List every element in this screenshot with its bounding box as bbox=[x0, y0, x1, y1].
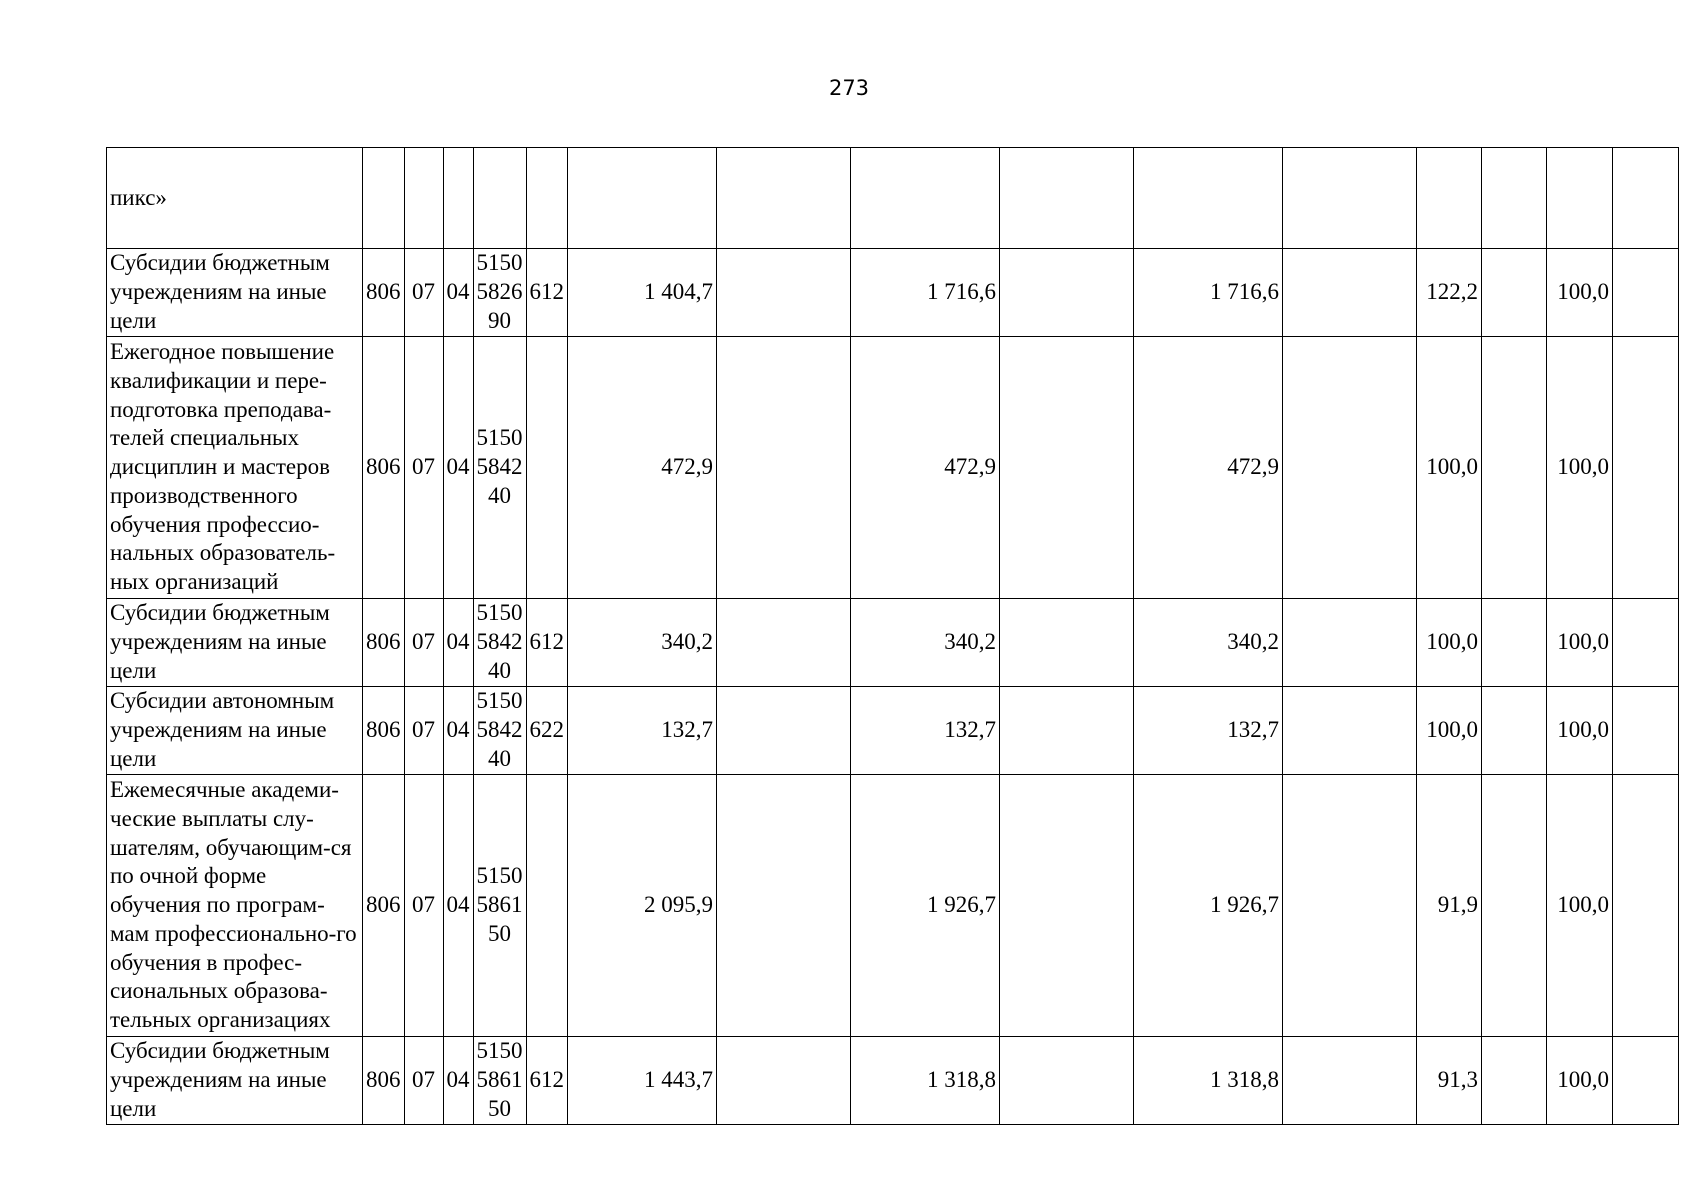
value-2-cell: 1 716,6 bbox=[851, 249, 1000, 337]
section-code-cell: 07 bbox=[404, 249, 443, 337]
percent-1-cell bbox=[1417, 148, 1482, 249]
target-article-cell: 5150584240 bbox=[473, 599, 526, 687]
empty-cell bbox=[717, 148, 851, 249]
empty-cell bbox=[1613, 687, 1679, 775]
empty-cell bbox=[717, 337, 851, 599]
subsection-code-cell: 04 bbox=[443, 775, 473, 1037]
percent-1-cell: 91,3 bbox=[1417, 1037, 1482, 1125]
row-name-cell: Ежегодное повышение квалификации и пере-подготовка преподава-телей специальных дисциплин и мастеров производственного обучения профессио-нальных образователь-ных организаций bbox=[107, 337, 363, 599]
empty-cell bbox=[1000, 775, 1134, 1037]
section-code-cell: 07 bbox=[404, 1037, 443, 1125]
row-name-cell: пикс» bbox=[107, 148, 363, 249]
expense-type-cell bbox=[526, 337, 568, 599]
table-row bbox=[107, 148, 1679, 249]
empty-cell bbox=[717, 775, 851, 1037]
empty-cell bbox=[1613, 337, 1679, 599]
subsection-code-cell: 04 bbox=[443, 687, 473, 775]
expense-type-cell: 612 bbox=[526, 599, 568, 687]
subsection-code-cell bbox=[443, 148, 473, 249]
section-code-cell: 07 bbox=[404, 775, 443, 1037]
empty-cell bbox=[1482, 1037, 1547, 1125]
ved-code-cell: 806 bbox=[363, 1037, 405, 1125]
row-name-cell: Ежемесячные академи-ческие выплаты слу-шателям, обучающим-ся по очной форме обучения по програм-мам профессионально-го обучения в профес-сиональных образова-тельных организациях bbox=[107, 775, 363, 1037]
expense-type-cell: 612 bbox=[526, 1037, 568, 1125]
empty-cell bbox=[1283, 148, 1417, 249]
value-3-cell: 472,9 bbox=[1134, 337, 1283, 599]
row-name-cell: Субсидии бюджетным учреждениям на иные цели bbox=[107, 249, 363, 337]
section-code-cell: 07 bbox=[404, 337, 443, 599]
ved-code-cell bbox=[363, 148, 405, 249]
empty-cell bbox=[1482, 249, 1547, 337]
table-row bbox=[107, 337, 1679, 599]
empty-cell bbox=[1283, 1037, 1417, 1125]
percent-2-cell: 100,0 bbox=[1547, 337, 1613, 599]
value-2-cell: 472,9 bbox=[851, 337, 1000, 599]
budget-table bbox=[106, 147, 1679, 1125]
percent-1-cell: 91,9 bbox=[1417, 775, 1482, 1037]
value-2-cell: 340,2 bbox=[851, 599, 1000, 687]
empty-cell bbox=[1613, 599, 1679, 687]
percent-1-cell: 100,0 bbox=[1417, 337, 1482, 599]
value-3-cell: 1 926,7 bbox=[1134, 775, 1283, 1037]
page-number: 273 bbox=[828, 76, 870, 100]
empty-cell bbox=[1000, 337, 1134, 599]
section-code-cell bbox=[404, 148, 443, 249]
row-name-cell: Субсидии бюджетным учреждениям на иные цели bbox=[107, 599, 363, 687]
target-article-cell: 5150586150 bbox=[473, 1037, 526, 1125]
value-1-cell: 472,9 bbox=[568, 337, 717, 599]
empty-cell bbox=[1482, 148, 1547, 249]
expense-type-cell: 612 bbox=[526, 249, 568, 337]
empty-cell bbox=[1283, 687, 1417, 775]
value-2-cell: 1 926,7 bbox=[851, 775, 1000, 1037]
empty-cell bbox=[1482, 337, 1547, 599]
expense-type-cell bbox=[526, 775, 568, 1037]
value-1-cell: 1 443,7 bbox=[568, 1037, 717, 1125]
ved-code-cell: 806 bbox=[363, 775, 405, 1037]
value-3-cell bbox=[1134, 148, 1283, 249]
empty-cell bbox=[1613, 148, 1679, 249]
percent-2-cell: 100,0 bbox=[1547, 687, 1613, 775]
row-name-cell: Субсидии автономным учреждениям на иные цели bbox=[107, 687, 363, 775]
percent-2-cell: 100,0 bbox=[1547, 1037, 1613, 1125]
value-1-cell bbox=[568, 148, 717, 249]
ved-code-cell: 806 bbox=[363, 687, 405, 775]
percent-1-cell: 100,0 bbox=[1417, 599, 1482, 687]
target-article-cell: 5150582690 bbox=[473, 249, 526, 337]
percent-1-cell: 122,2 bbox=[1417, 249, 1482, 337]
value-2-cell: 1 318,8 bbox=[851, 1037, 1000, 1125]
empty-cell bbox=[1000, 1037, 1134, 1125]
empty-cell bbox=[1000, 599, 1134, 687]
value-3-cell: 340,2 bbox=[1134, 599, 1283, 687]
empty-cell bbox=[1613, 249, 1679, 337]
target-article-cell: 5150584240 bbox=[473, 687, 526, 775]
empty-cell bbox=[1482, 687, 1547, 775]
row-name-cell: Субсидии бюджетным учреждениям на иные цели bbox=[107, 1037, 363, 1125]
percent-2-cell: 100,0 bbox=[1547, 599, 1613, 687]
subsection-code-cell: 04 bbox=[443, 599, 473, 687]
section-code-cell: 07 bbox=[404, 687, 443, 775]
ved-code-cell: 806 bbox=[363, 249, 405, 337]
empty-cell bbox=[1482, 599, 1547, 687]
empty-cell bbox=[717, 599, 851, 687]
subsection-code-cell: 04 bbox=[443, 1037, 473, 1125]
value-3-cell: 1 318,8 bbox=[1134, 1037, 1283, 1125]
empty-cell bbox=[1283, 599, 1417, 687]
target-article-cell bbox=[473, 148, 526, 249]
empty-cell bbox=[1613, 1037, 1679, 1125]
empty-cell bbox=[1482, 775, 1547, 1037]
empty-cell bbox=[717, 1037, 851, 1125]
value-3-cell: 1 716,6 bbox=[1134, 249, 1283, 337]
empty-cell bbox=[1283, 249, 1417, 337]
table-row bbox=[107, 775, 1679, 1037]
expense-type-cell: 622 bbox=[526, 687, 568, 775]
empty-cell bbox=[1000, 249, 1134, 337]
expense-type-cell bbox=[526, 148, 568, 249]
percent-2-cell: 100,0 bbox=[1547, 249, 1613, 337]
empty-cell bbox=[1283, 775, 1417, 1037]
empty-cell bbox=[1613, 775, 1679, 1037]
subsection-code-cell: 04 bbox=[443, 337, 473, 599]
value-2-cell: 132,7 bbox=[851, 687, 1000, 775]
subsection-code-cell: 04 bbox=[443, 249, 473, 337]
target-article-cell: 5150586150 bbox=[473, 775, 526, 1037]
ved-code-cell: 806 bbox=[363, 337, 405, 599]
table-row bbox=[107, 687, 1679, 775]
value-1-cell: 340,2 bbox=[568, 599, 717, 687]
empty-cell bbox=[717, 687, 851, 775]
table-row bbox=[107, 1037, 1679, 1125]
value-1-cell: 132,7 bbox=[568, 687, 717, 775]
ved-code-cell: 806 bbox=[363, 599, 405, 687]
percent-2-cell bbox=[1547, 148, 1613, 249]
percent-1-cell: 100,0 bbox=[1417, 687, 1482, 775]
section-code-cell: 07 bbox=[404, 599, 443, 687]
value-1-cell: 1 404,7 bbox=[568, 249, 717, 337]
empty-cell bbox=[1000, 687, 1134, 775]
empty-cell bbox=[717, 249, 851, 337]
table-row bbox=[107, 249, 1679, 337]
table-row bbox=[107, 599, 1679, 687]
empty-cell bbox=[1283, 337, 1417, 599]
target-article-cell: 5150584240 bbox=[473, 337, 526, 599]
value-3-cell: 132,7 bbox=[1134, 687, 1283, 775]
value-2-cell bbox=[851, 148, 1000, 249]
value-1-cell: 2 095,9 bbox=[568, 775, 717, 1037]
percent-2-cell: 100,0 bbox=[1547, 775, 1613, 1037]
empty-cell bbox=[1000, 148, 1134, 249]
